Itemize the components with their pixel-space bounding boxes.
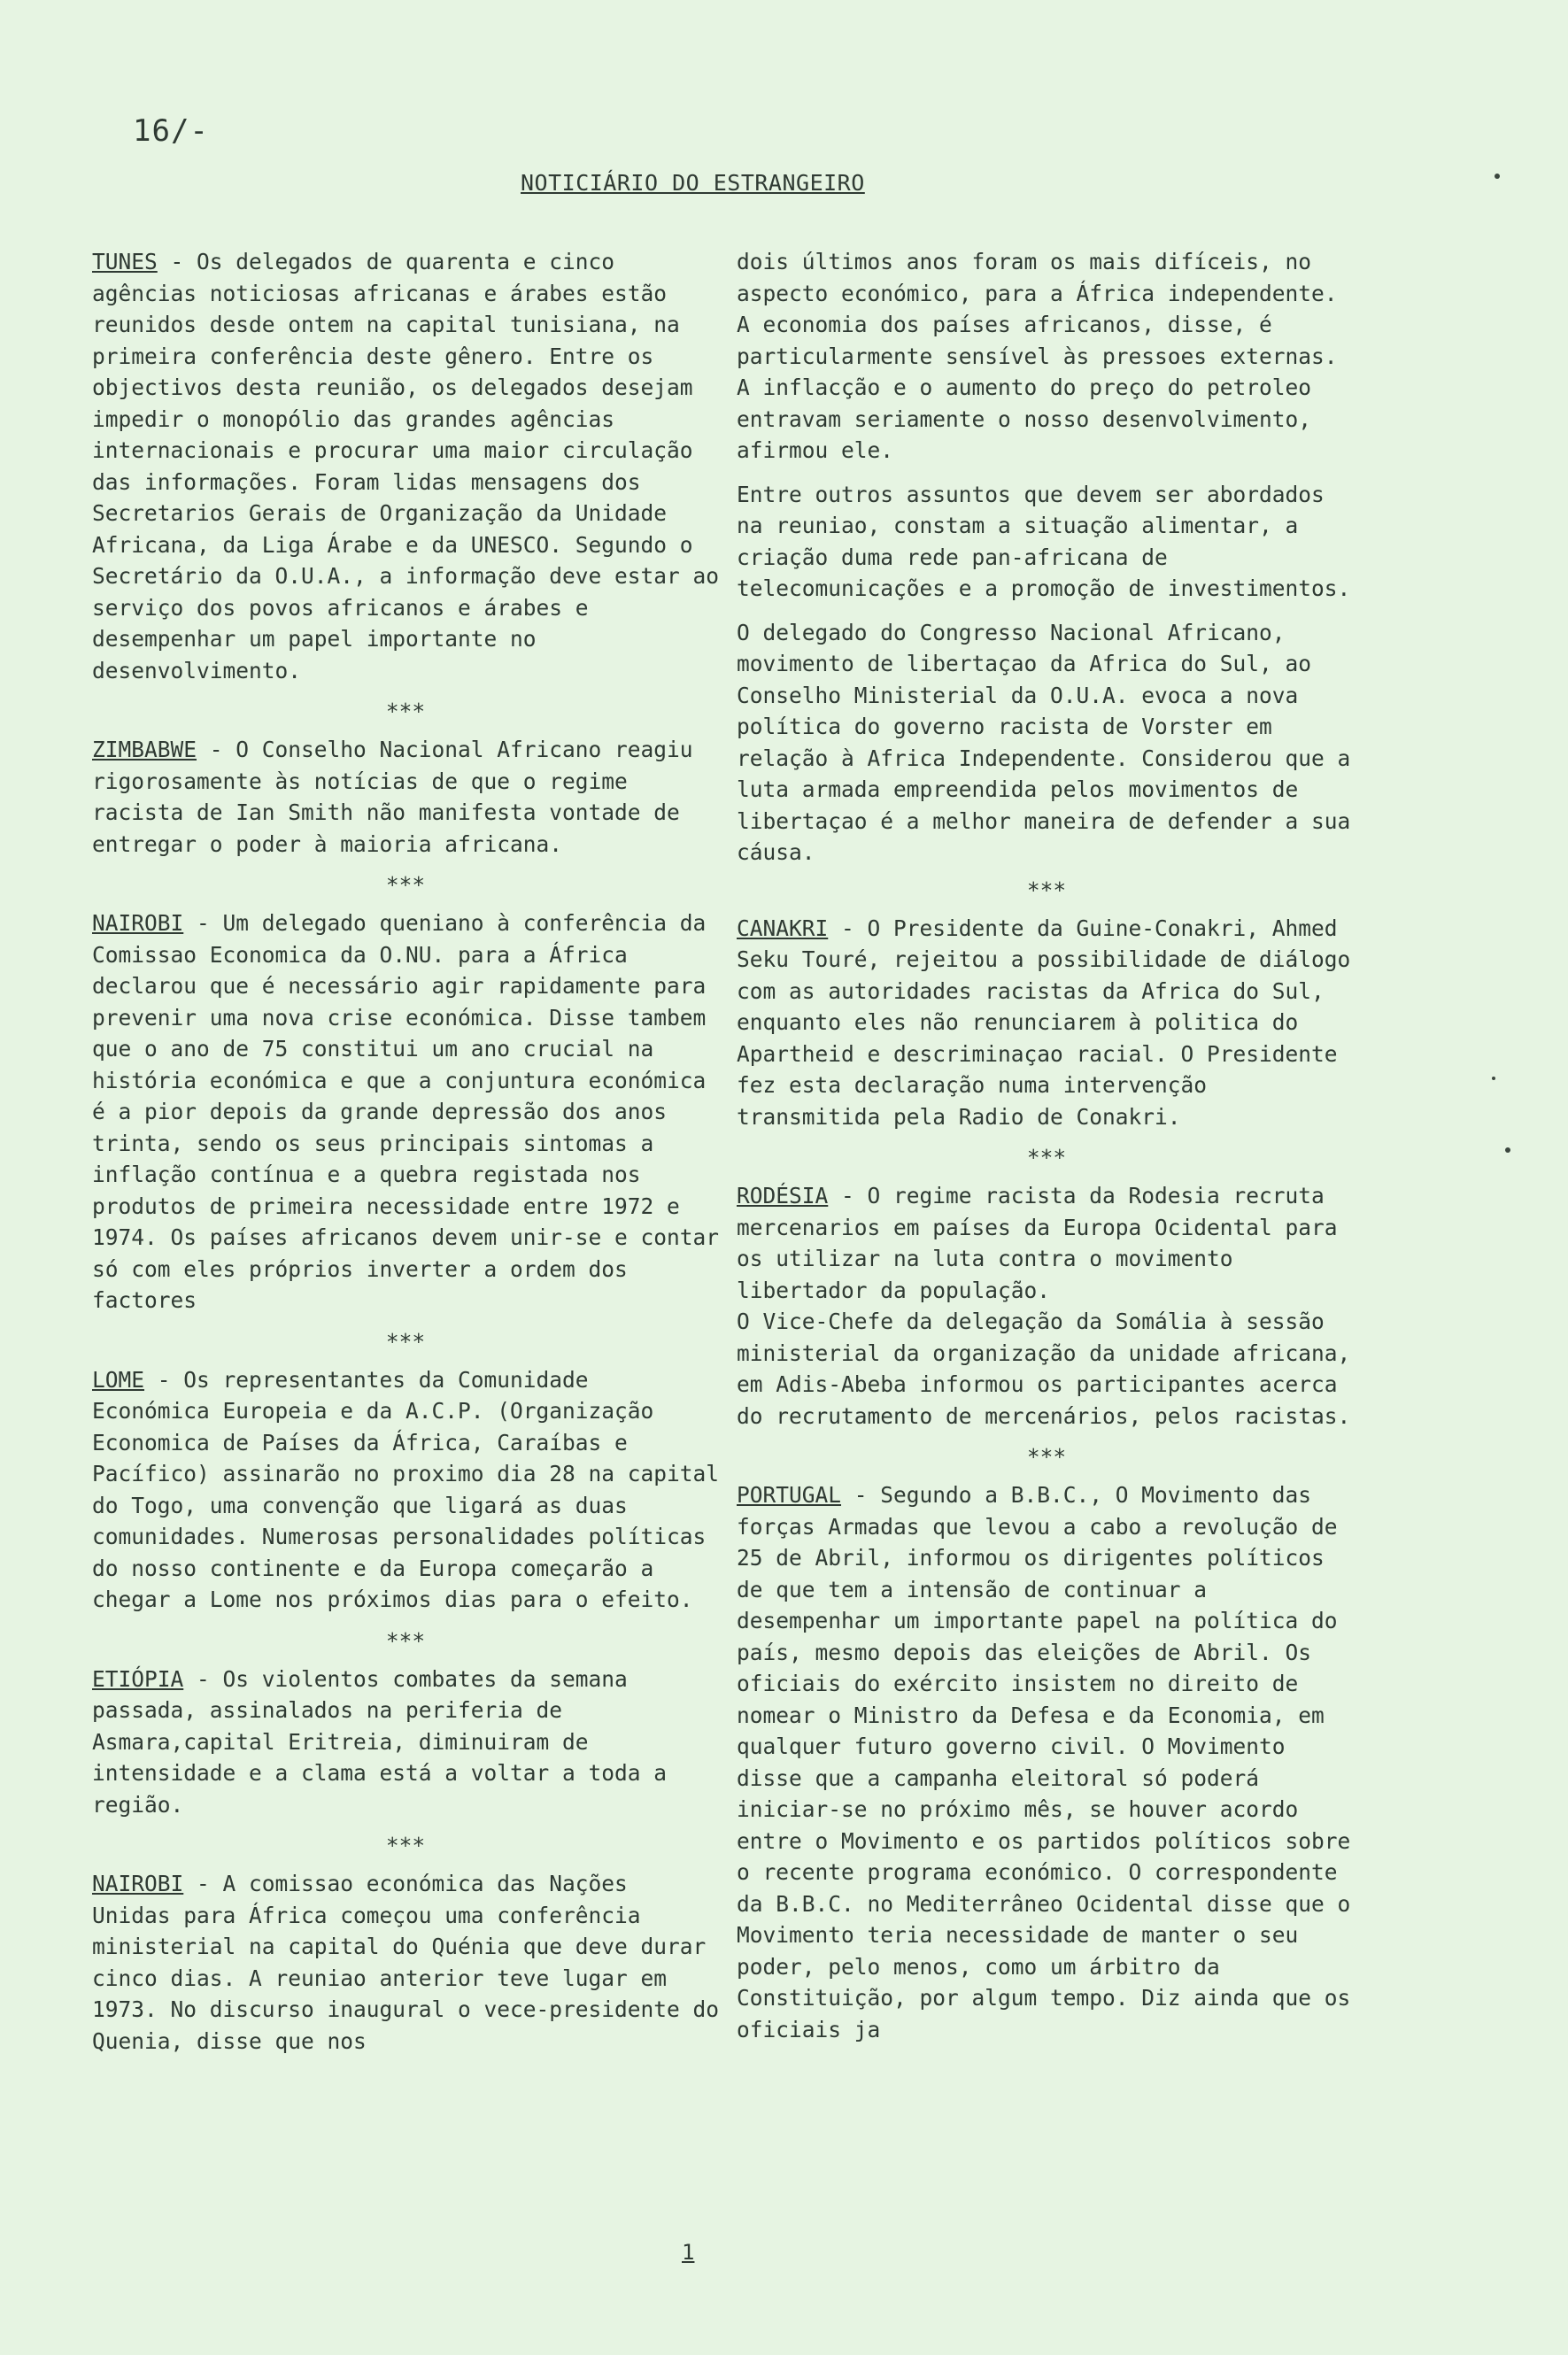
paragraph-text: O delegado do Congresso Nacional Africano, movimento de libertaçao da Africa do Sul, ao Conselho Ministerial da O.U.A. evoca a nova política do governo racista de Vorster em relação à Africa Independente. Considerou que a luta armada empreendida pelos movimentos de libertaçao é a melhor maneira de defender a sua cáusa.	[737, 619, 1351, 865]
dateline: TUNES	[92, 249, 158, 274]
news-text-extra: O Vice-Chefe da delegação da Somália à sessão ministerial da organização da unidade africana, em Adis-Abeba informou os participantes acerca do recrutamento de mercenários, pelos racistas.	[737, 1309, 1351, 1429]
paragraph-text: Entre outros assuntos que devem ser abordados na reuniao, constam a situação alimentar, a criação duma rede pan-africana de telecomunicações e a promoção de investimentos.	[737, 481, 1351, 601]
separator: ***	[1026, 876, 1067, 903]
news-text: - O Presidente da Guine-Conakri, Ahmed Seku Touré, rejeitou a possibilidade de diálogo com as autoridades racistas da Africa do Sul, enquanto eles não renunciarem à politica do Apartheid e descriminaçao racial. O Presidente fez esta declaração numa intervenção transmitida pela Radio de Conakri.	[737, 915, 1351, 1130]
news-item-canakri	[737, 913, 1356, 1133]
news-item-nairobi-1	[92, 907, 719, 1316]
news-item-tunes	[92, 246, 719, 686]
separator: ***	[1026, 1444, 1067, 1470]
dateline: CANAKRI	[737, 915, 829, 941]
separator: ***	[385, 1627, 426, 1654]
news-item-etiopia	[92, 1664, 719, 1821]
dateline: PORTUGAL	[737, 1482, 842, 1508]
news-text: - Os delegados de quarenta e cinco agências noticiosas africanas e árabes estão reunidos desde ontem na capital tunisiana, na primeira conferência deste gênero. Entre os objectivos desta reunião, os delegados desejam impedir o monopólio das grandes agências internacionais e procurar uma maior circulação das informações. Foram lidas mensagens dos Secretarios Gerais de Organização da Unidade Africana, da Liga Árabe e da UNESCO. Segundo o Secretário da O.U.A., a informação deve estar ao serviço dos povos africanos e árabes e desempenhar um papel importante no desenvolvimento.	[92, 249, 720, 683]
continued-paragraph	[737, 479, 1356, 605]
news-item-portugal	[737, 1479, 1356, 2045]
continued-paragraph	[737, 246, 1356, 467]
news-item-rodesia	[737, 1180, 1356, 1432]
separator: ***	[385, 1833, 426, 1858]
news-item-nairobi-2	[92, 1868, 719, 2057]
news-item-zimbabwe	[92, 734, 719, 860]
news-item-lome	[92, 1364, 719, 1616]
scan-speck	[1505, 1147, 1510, 1153]
news-text: - Os representantes da Comunidade Económica Europeia e da A.C.P. (Organização Economica de Países da África, Caraíbas e Pacífico) assinarão no proximo dia 28 na capital do Togo, uma convenção que ligará as duas comunidades. Numerosas personalidades políticas do nosso continente e da Europa começarão a chegar a Lome nos próximos dias para o efeito.	[92, 1366, 720, 1612]
news-text: - O regime racista da Rodesia recruta mercenarios em países da Europa Ocidental para os utilizar na luta contra o movimento libertador da população.	[737, 1183, 1338, 1303]
continued-paragraph	[737, 617, 1356, 869]
news-text: - Um delegado queniano à conferência da Comissao Economica da O.NU. para a África declarou que é necessário agir rapidamente para prevenir uma nova crise económica. Disse tambem que o ano de 75 constitui um ano crucial na história económica e que a conjuntura económica é a pior depois da grande depressão dos anos trinta, sendo os seus principais sintomas a inflação contínua e a quebra registada nos produtos de primeira necessidade entre 1972 e 1974. Os países africanos devem unir-se e contar só com eles próprios inverter a ordem dos factores	[92, 910, 720, 1313]
dateline: NAIROBI	[92, 910, 184, 936]
left-column	[92, 246, 719, 2073]
paragraph-text: dois últimos anos foram os mais difíceis, no aspecto económico, para a África independente. A economia dos países africanos, disse, é particularmente sensível às pressoes externas. A inflacção e o aumento do preço do petroleo entravam seriamente o nosso desenvolvimento, afirmou ele.	[737, 249, 1338, 463]
dateline: LOME	[92, 1366, 145, 1393]
scan-speck	[1492, 1077, 1495, 1080]
news-text: - A comissao económica das Nações Unidas para África começou uma conferência ministerial na capital do Quénia que deve durar cinco dias. A reuniao anterior teve lugar em 1973. No discurso inaugural o vece-presidente do Quenia, disse que nos	[92, 1871, 720, 2054]
news-text: - O Conselho Nacional Africano reagiu rigorosamente às notícias de que o regime racista de Ian Smith não manifesta vontade de entregar o poder à maioria africana.	[92, 737, 693, 857]
footer-mark: 1	[682, 2240, 695, 2265]
page-number: 16/-	[133, 113, 209, 149]
news-text: - Os violentos combates da semana passada, assinalados na periferia de Asmara,capital Eritreia, diminuiram de intensidade e a clama está a voltar a toda a região.	[92, 1665, 668, 1818]
dateline: RODÉSIA	[737, 1183, 829, 1208]
section-title: NOTICIÁRIO DO ESTRANGEIRO	[521, 170, 865, 196]
dateline: ETIÓPIA	[92, 1665, 184, 1692]
scan-speck	[1495, 174, 1500, 179]
dateline: ZIMBABWE	[92, 737, 197, 762]
dateline: NAIROBI	[92, 1871, 184, 1896]
separator: ***	[385, 872, 426, 898]
news-text: - Segundo a B.B.C., O Movimento das forças Armadas que levou a cabo a revolução de 25 de Abril, informou os dirigentes políticos de que tem a intensão de continuar a desempenhar um importante papel na política do país, mesmo depois das eleições de Abril. Os oficiais do exército insistem no direito de nomear o Ministro da Defesa e da Economia, em qualquer futuro governo civil. O Movimento disse que a campanha eleitoral só poderá iniciar-se no próximo mês, se houver acordo entre o Movimento e os partidos políticos sobre o recente programa económico. O correspondente da B.B.C. no Mediterrâneo Ocidental disse que o Movimento teria necessidade de manter o seu poder, pelo menos, como um árbitro da Constituição, por algum tempo. Diz ainda que os oficiais ja	[737, 1482, 1351, 2042]
separator: ***	[1026, 1145, 1067, 1170]
right-column	[737, 246, 1356, 2061]
separator: ***	[385, 1328, 426, 1355]
separator: ***	[385, 699, 426, 724]
